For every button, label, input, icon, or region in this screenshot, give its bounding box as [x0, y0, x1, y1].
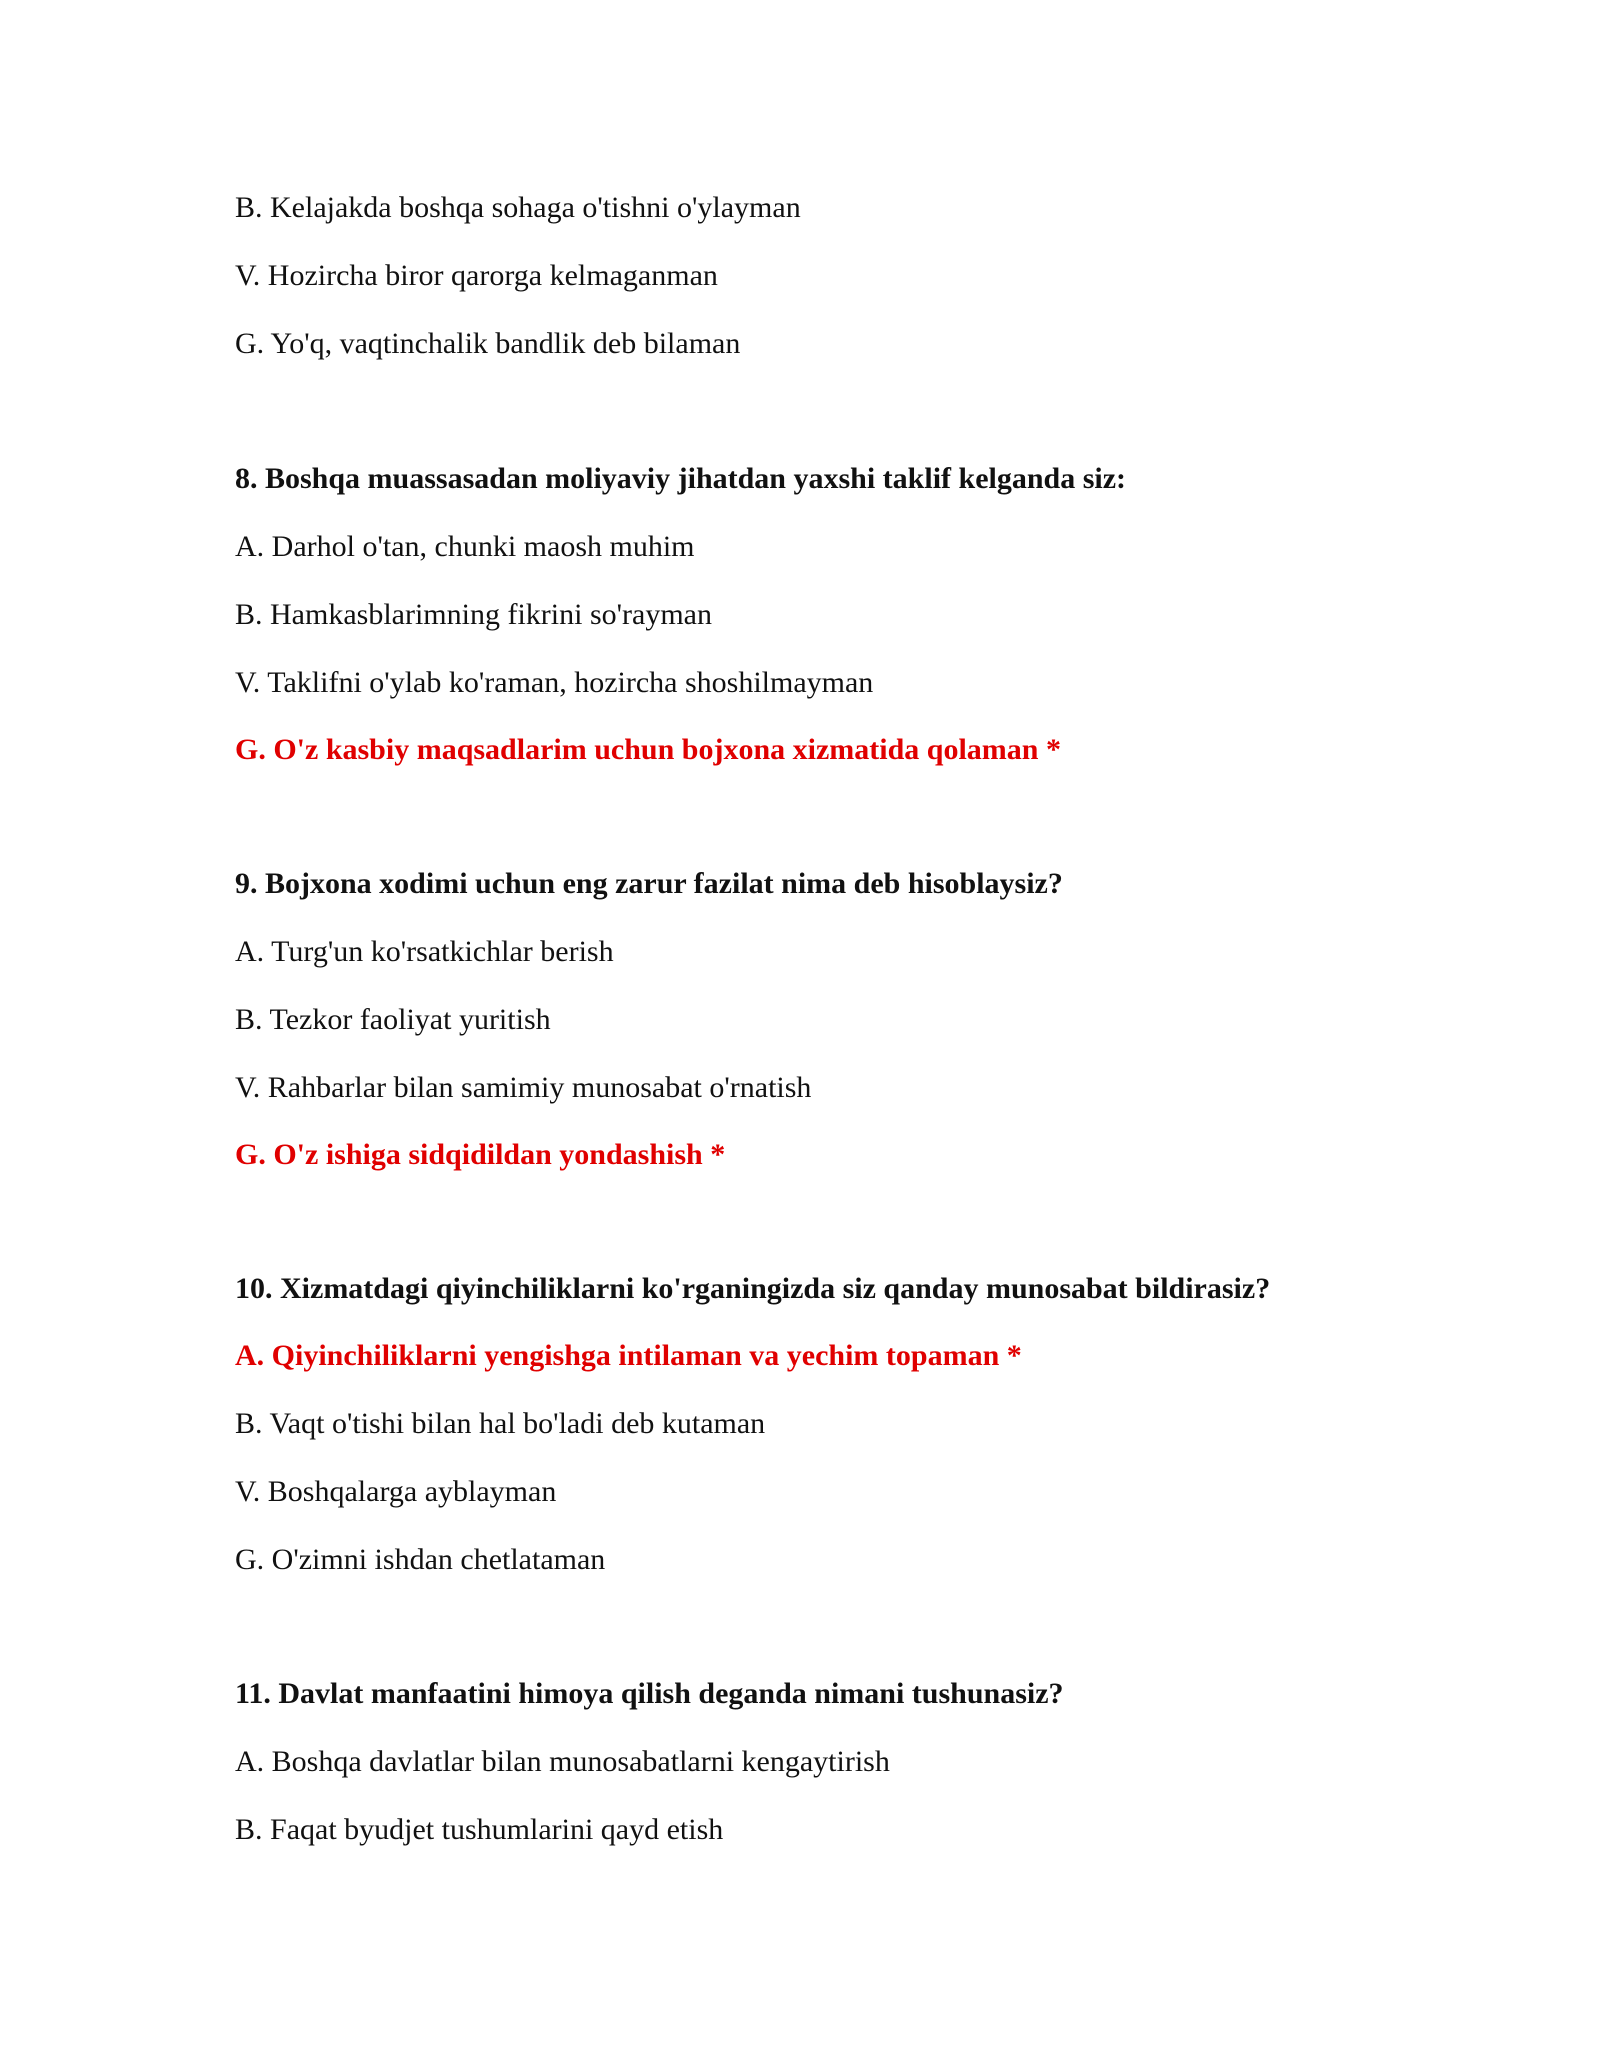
question-11-title: 11. Davlat manfaatini himoya qilish deganda nimani tushunasiz? — [235, 1677, 1064, 1710]
question-9-title: 9. Bojxona xodimi uchun eng zarur fazilat nima deb hisoblaysiz? — [235, 867, 1063, 900]
question-8-title: 8. Boshqa muassasadan moliyaviy jihatdan yaxshi taklif kelganda siz: — [235, 462, 1127, 495]
question-10-option-b: B. Vaqt o'tishi bilan hal bo'ladi deb kutaman — [235, 1407, 766, 1440]
question-9-option-g-correct: G. O'z ishiga sidqidildan yondashish * — [235, 1138, 726, 1171]
option-g: G. Yo'q, vaqtinchalik bandlik deb bilaman — [235, 327, 741, 360]
question-10-option-a-correct: A. Qiyinchiliklarni yengishga intilaman va yechim topaman * — [235, 1339, 1022, 1372]
option-b: B. Kelajakda boshqa sohaga o'tishni o'ylayman — [235, 191, 801, 224]
question-9-option-b: B. Tezkor faoliyat yuritish — [235, 1003, 551, 1036]
question-11-option-a: A. Boshqa davlatlar bilan munosabatlarni kengaytirish — [235, 1745, 890, 1778]
question-11-option-b: B. Faqat byudjet tushumlarini qayd etish — [235, 1813, 724, 1846]
question-10-option-v: V. Boshqalarga ayblayman — [235, 1475, 557, 1508]
question-9-option-a: A. Turg'un ko'rsatkichlar berish — [235, 935, 614, 968]
question-10-title: 10. Xizmatdagi qiyinchiliklarni ko'rganingizda siz qanday munosabat bildirasiz? — [235, 1272, 1271, 1305]
option-v: V. Hozircha biror qarorga kelmaganman — [235, 259, 718, 292]
question-8-option-a: A. Darhol o'tan, chunki maosh muhim — [235, 530, 695, 563]
question-8-option-v: V. Taklifni o'ylab ko'raman, hozircha shoshilmayman — [235, 666, 874, 699]
question-8-option-g-correct: G. O'z kasbiy maqsadlarim uchun bojxona xizmatida qolaman * — [235, 733, 1061, 766]
question-8-option-b: B. Hamkasblarimning fikrini so'rayman — [235, 598, 712, 631]
question-10-option-g: G. O'zimni ishdan chetlataman — [235, 1543, 606, 1576]
question-9-option-v: V. Rahbarlar bilan samimiy munosabat o'rnatish — [235, 1071, 812, 1104]
